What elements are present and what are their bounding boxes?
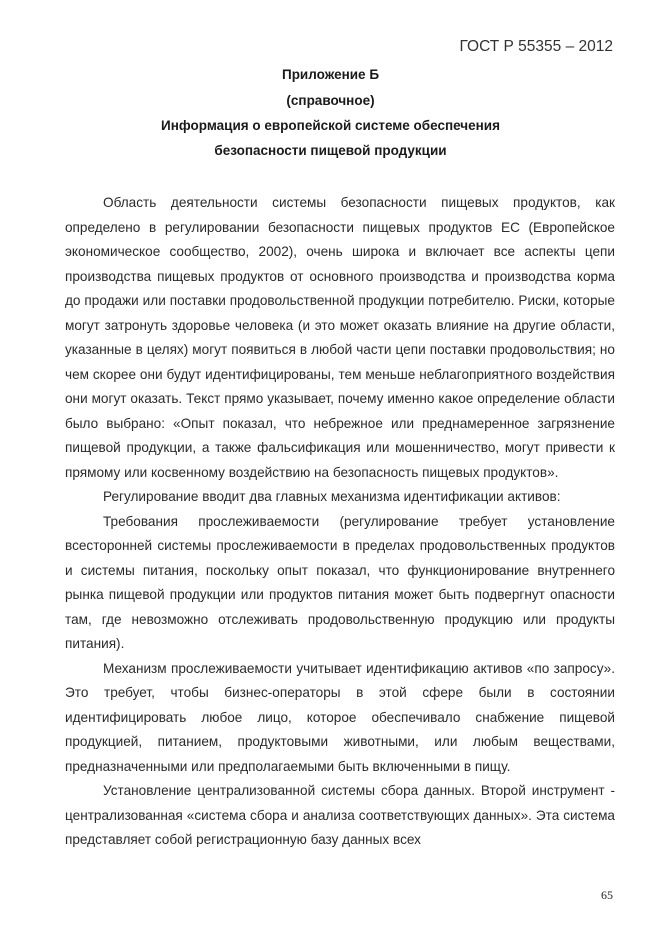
appendix-heading-line-2: безопасности пищевой продукции [214,143,447,158]
paragraph-data-collection: Установление централизованной системы сбора данных. Второй инструмент - централизованная «система сбора и анализа соответствующих данных». Эта система представляет собой регистрационную базу данных всех [65,783,615,847]
paragraph-traceability-requirements: Требования прослеживаемости (регулирование требует установление всесторонней системы прослеживаемости в пределах продовольственных продуктов и системы питания, поскольку опыт показал, что функционирование внутреннего рынка пищевой продукции или продуктов питания может быть подвергнут опасности там, где невозможно отслеживать продовольственную продукцию или продукты питания). [65,513,615,651]
body-text [65,191,615,853]
paragraph-scope: Область деятельности системы безопасности пищевых продуктов, как определено в регулировании безопасности пищевых продуктов ЕС (Европейское экономическое сообщество, 2002), очень широка и включает все аспекты цепи производства пищевых продуктов от основного производства и производства корма до продажи или поставки продовольственной продукции потребителю. Риски, которые могут затронуть здоровье человека (и это может оказать влияние на другие области, указанные в целях) могут появиться в любой части цепи поставки продовольствия; но чем скорее они будут идентифицированы, тем меньше неблагоприятного воздействия они могут оказать. Текст прямо указывает, почему именно какое определение области было выбрано: «Опыт показал, что небрежное или преднамеренное загрязнение пищевой продукции, а также фальсификация или мошенничество, могут привести к прямому или косвенному воздействию на безопасность пищевых продуктов». [65,195,615,480]
page-number: 65 [601,888,613,902]
appendix-type: (справочное) [286,93,375,108]
paragraph-mechanisms: Регулирование вводит два главных механизма идентификации активов: [103,489,561,504]
paragraph-traceability-mechanism: Механизм прослеживаемости учитывает идентификацию активов «по запросу». Это требует, чтобы бизнес-операторы в этой сфере были в состоянии идентифицировать любое лицо, которое обеспечивало снабжение пищевой продукцией, питанием, продуктовыми животными, или любым веществами, предназначенными или предполагаемыми быть включенными в пищу. [65,660,615,774]
standard-number: ГОСТ Р 55355 – 2012 [459,38,613,55]
appendix-heading-line-1: Информация о европейской системе обеспечения [161,118,500,133]
appendix-title: Приложение Б [281,67,380,82]
